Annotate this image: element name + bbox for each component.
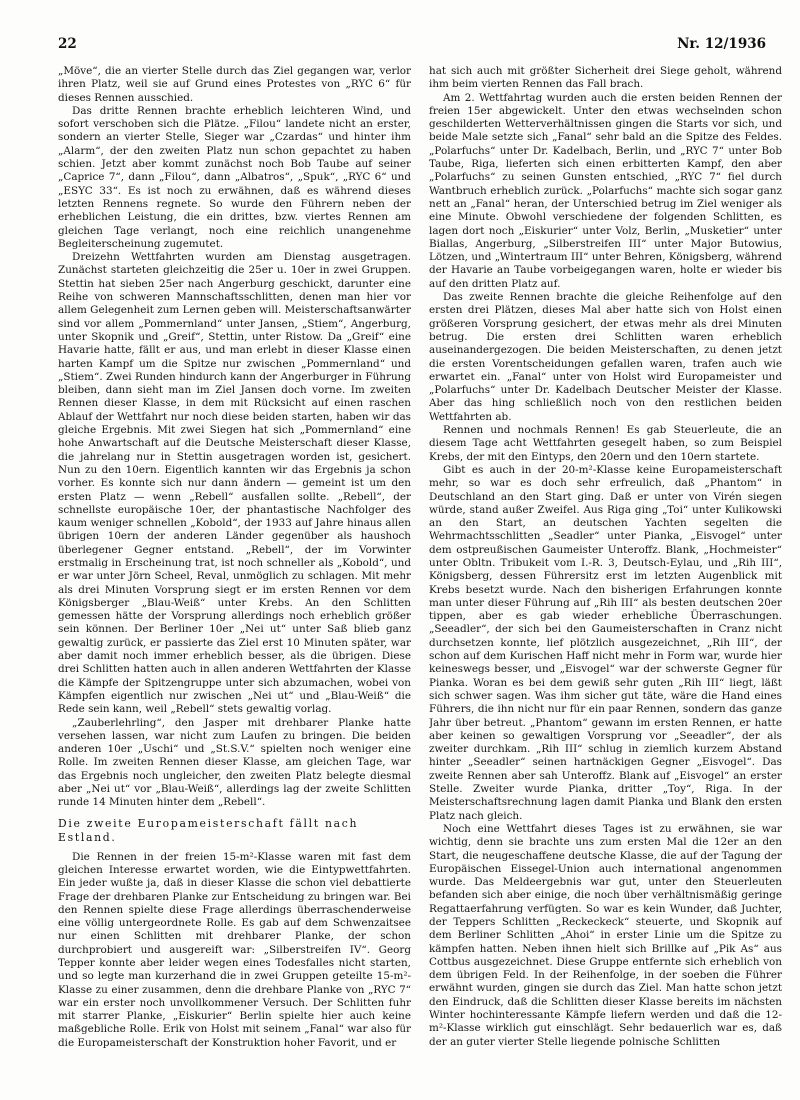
right-column — [429, 65, 782, 1095]
paragraph: Noch eine Wettfahrt dieses Tages ist zu erwähnen, sie war wichtig, denn sie brachte uns zum ersten Mal die 12er an den Start, die neugeschaffene deutsche Klasse, die auf der Tagung der Europäischen Eissegel-Union auch international angenommen wurde. Das Meldeergebnis war gut, unter den Steuerleuten befanden sich aber einige, die noch über verhältnismäßig geringe Regattaerfahrung verfügten. So war es kein Wunder, daß Juchter, der Teppers Schlitten „Reckeckeck“ steuerte, und Skopnik auf dem Berliner Schlitten „Ahoi“ in erster Linie um die Spitze zu kämpfen hatten. Neben ihnen hielt sich Brillke auf „Pik As“ aus Cottbus ausgezeichnet. Diese Gruppe entfernte sich erheblich von dem übrigen Feld. In der Reihenfolge, in der soeben die Führer erwähnt wurden, gingen sie durch das Ziel. Man hatte schon jetzt den Eindruck, daß die Schlitten dieser Klasse bereits im nächsten Winter hochinteressante Kämpfe liefern werden und daß die 12-m²-Klasse wirklich gut einschlägt. Sehr bedauerlich war es, daß der an guter vierter Stelle liegende polnische Schlitten — [429, 822, 782, 1048]
section-heading: Die zweite Europameisterschaft fällt nach Estland. — [58, 816, 359, 844]
left-column — [58, 65, 411, 1095]
page-header — [58, 36, 766, 56]
paragraph: Dreizehn Wettfahrten wurden am Dienstag ausgetragen. Zunächst starteten gleichzeitig die 25er u. 10er in zwei Gruppen. Stettin hat sieben 25er nach Angerburg geschickt, darunter eine Reihe von schweren Mannschaftsschlitten, denen man hier vor allem Gelegenheit zum Lernen geben will. Meisterschaftsanwärter sind vor allem „Pommernland“ unter Jansen, „Stiem“, Angerburg, unter Skopnik und „Greif“, Stettin, unter Ristow. Da „Greif“ eine Havarie hatte, fällt er aus, und man erlebt in dieser Klasse einen harten Kampf um die Spitze nur zwischen „Pommernland“ und „Stiem“. Zwei Runden hindurch kann der Angerburger in Führung bleiben, dann sieht man im Ziel Jansen doch vorne. Im zweiten Rennen dieser Klasse, in dem mit Rücksicht auf einen raschen Ablauf der Wettfahrt nur noch diese beiden starten, haben wir das gleiche Ergebnis. Mit zwei Siegen hat sich „Pommernland“ eine hohe Anwartschaft auf die Deutsche Meisterschaft dieser Klasse, die jahrelang nur in Stettin ausgetragen worden ist, gesichert. Nun zu den 10ern. Eigentlich kannten wir das Ergebnis ja schon vorher. Es konnte sich nur dann ändern — gemeint ist um den ersten Platz — wenn „Rebell“ ausfallen sollte. „Rebell“, der schnellste europäische 10er, der phantastische Nachfolger des kaum weniger schnellen „Kobold“, der 1933 auf Jahre hinaus allen übrigen 10ern der anderen Länder gegenüber als haushoch überlegener Gegner entstand. „Rebell“, der im Vorwinter erstmalig in Erscheinung trat, ist noch schneller als „Kobold“, und er war unter Jörn Scheel, Reval, unmöglich zu schlagen. Mit mehr als drei Minuten Vorsprung siegt er im ersten Rennen vor dem Königsberger „Blau-Weiß“ unter Krebs. An den Schlitten gemessen hätte der Vorsprung allerdings noch erheblich größer sein können. Der Berliner 10er „Nei ut“ unter Saß blieb ganz gewaltig zurück, er passierte das Ziel erst 10 Minuten später, war aber damit noch immer erheblich besser, als die übrigen. Diese drei Schlitten hatten auch in allen anderen Wettfahrten der Klasse die Kämpfe der Spitzengruppe unter sich abzumachen, wobei von Kämpfen eigentlich nur zwischen „Nei ut“ und „Blau-Weiß“ die Rede sein kann, weil „Rebell“ stets gewaltig vorlag. — [58, 251, 411, 716]
paragraph: Rennen und nochmals Rennen! Es gab Steuerleute, die an diesem Tage acht Wettfahrten gesegelt haben, so zum Beispiel Krebs, der mit den Eintyps, den 20ern und den 10ern startete. — [429, 424, 782, 463]
paragraph: Gibt es auch in der 20-m²-Klasse keine Europameisterschaft mehr, so war es doch sehr erfreulich, daß „Phantom“ in Deutschland an den Start ging. Daß er unter von Virén siegen würde, stand außer Zweifel. Aus Riga ging „Toi“ unter Kulikowski an den Start, an deutschen Yachten segelten die Wehrmachtsschlitten „Seadler“ unter Pianka, „Eisvogel“ unter dem ostpreußischen Gaumeister Unteroffz. Blank, „Hochmeister“ unter Obltn. Tribukeit vom I.-R. 3, Deutsch-Eylau, und „Rih III“, Königsberg, dessen Führersitz erst im letzten Augenblick mit Krebs besetzt wurde. Nach den bisherigen Erfahrungen konnte man unter dieser Führung auf „Rih III“ als besten deutschen 20er tippen, aber es gab wieder erhebliche Überraschungen. „Seeadler“, der sich bei den Gaumeisterschaften in Cranz nicht durchsetzen konnte, lief plötzlich ausgezeichnet, „Rih III“, der schon auf dem Kurischen Haff nicht mehr in Form war, wurde hier keineswegs besser, und „Eisvogel“ war der schwerste Gegner für Pianka. Woran es bei dem gewiß sehr guten „Rih III“ liegt, läßt sich schwer sagen. Was ihm sicher gut täte, wäre die Hand eines Führers, die ihn nicht nur für ein paar Rennen, sondern das ganze Jahr über betreut. „Phantom“ gewann im ersten Rennen, er hatte aber keinen so gewaltigen Vorsprung vor „Seeadler“, der als zweiter durchkam. „Rih III“ schlug in ziemlich kurzem Abstand hinter „Seeadler“ seinen hartnäckigen Gegner „Eisvogel“. Das zweite Rennen aber sah Unteroffz. Blank auf „Eisvogel“ an erster Stelle. Zweiter wurde Pianka, dritter „Toy“, Riga. In der Meisterschaftsrechnung lagen damit Pianka und Blank den ersten Platz nach gleich. — [429, 463, 782, 822]
paragraph: „Möve“, die an vierter Stelle durch das Ziel gegangen war, verlor ihren Platz, weil sie auf Grund eines Protestes von „RYC 6“ für dieses Rennen ausschied. — [58, 65, 411, 104]
paragraph: „Zauberlehrling“, den Jasper mit drehbarer Planke hatte versehen lassen, war nicht zum Laufen zu bringen. Die beiden anderen 10er „Uschi“ und „St.S.V.“ spielten noch weniger eine Rolle. Im zweiten Rennen dieser Klasse, am gleichen Tage, war das Ergebnis noch ungleicher, den zweiten Platz belegte diesmal aber „Nei ut“ vor „Blau-Weiß“, allerdings lag der zweite Schlitten runde 14 Minuten hinter dem „Rebell“. — [58, 716, 411, 809]
paragraph: Am 2. Wettfahrtag wurden auch die ersten beiden Rennen der freien 15er abgewickelt. Unter den etwas wechselnden schon geschilderten Wetterverhältnissen gingen die Starts vor sich, und beide Male setzte sich „Fanal“ sehr bald an die Spitze des Feldes. „Polarfuchs“ unter Dr. Kadelbach, Berlin, und „RYC 7“ unter Bob Taube, Riga, lieferten sich einen erbitterten Kampf, den aber „Polarfuchs“ zu seinen Gunsten entschied, „RYC 7“ fiel durch Wantbruch erheblich zurück. „Polarfuchs“ machte sich sogar ganz nett an „Fanal“ heran, der Unterschied betrug im Ziel weniger als eine Minute. Obwohl verschiedene der folgenden Schlitten, es lagen dort noch „Eiskurier“ unter Volz, Berlin, „Musketier“ unter Biallas, Angerburg, „Silberstreifen III“ unter Major Butowius, Lötzen, und „Wintertraum III“ unter Behren, Königsberg, während der Havarie an Taube vorbeigegangen waren, holte er wieder bis auf den dritten Platz auf. — [429, 91, 782, 290]
paragraph: Das dritte Rennen brachte erheblich leichteren Wind, und sofort verschoben sich die Plätze. „Filou“ landete nicht an erster, sondern an vierter Stelle, Sieger war „Czardas“ und hinter ihm „Alarm“, der den zweiten Platz nun schon gepachtet zu haben schien. Jetzt aber kommt zunächst noch Bob Taube auf seiner „Caprice 7“, dann „Filou“, dann „Albatros“, „Spuk“, „RYC 6“ und „ESYC 33“. Es ist noch zu erwähnen, daß es während dieses letzten Rennens regnete. So wurde den Führern neben der erheblichen Leistung, die ein drittes, bzw. viertes Rennen am gleichen Tage verlangt, noch eine reichlich unangenehme Begleiterscheinung zugemutet. — [58, 104, 411, 250]
paragraph: Das zweite Rennen brachte die gleiche Reihenfolge auf den ersten drei Plätzen, dieses Mal aber hatte sich von Holst einen größeren Vorsprung gesichert, der etwas mehr als drei Minuten betrug. Die ersten drei Schlitten waren erheblich auseinandergezogen. Die beiden Meisterschaften, zu denen jetzt die ersten Vorentscheidungen gefallen waren, trafen auch wie erwartet ein. „Fanal“ unter von Holst wird Europameister und „Polarfuchs“ unter Dr. Kadelbach Deutscher Meister der Klasse. Aber das hing schließlich noch von den restlichen beiden Wettfahrten ab. — [429, 291, 782, 423]
paragraph: Die Rennen in der freien 15-m²-Klasse waren mit fast dem gleichen Interesse erwartet worden, wie die Eintypwettfahrten. Ein jeder wußte ja, daß in dieser Klasse die schon viel debattierte Frage der drehbaren Planke zur Entscheidung zu bringen war. Bei den Rennen spielte diese Frage allerdings überraschenderweise eine völlig untergeordnete Rolle. Es gab auf dem Schwenzaitsee nur einen Schlitten mit drehbarer Planke, der schon durchprobiert und ausgereift war: „Silberstreifen IV“. Georg Tepper konnte aber leider wegen eines Todesfalles nicht starten, und so legte man kurzerhand die in zwei Gruppen geteilte 15-m²-Klasse zu einer zusammen, denn die drehbare Planke von „RYC 7“ war ein erster noch unvollkommener Versuch. Der Schlitten fuhr mit starrer Planke, „Eiskurier“ Berlin spielte hier auch keine maßgebliche Rolle. Erik von Holst mit seinem „Fanal“ war also für die Europameisterschaft der Konstruktion hoher Favorit, und er — [58, 850, 411, 1049]
issue-number: Nr. 12/1936 — [677, 36, 766, 52]
page-number: 22 — [58, 36, 77, 52]
paragraph: hat sich auch mit größter Sicherheit drei Siege geholt, während ihm beim vierten Rennen das Fall brach. — [429, 65, 782, 91]
